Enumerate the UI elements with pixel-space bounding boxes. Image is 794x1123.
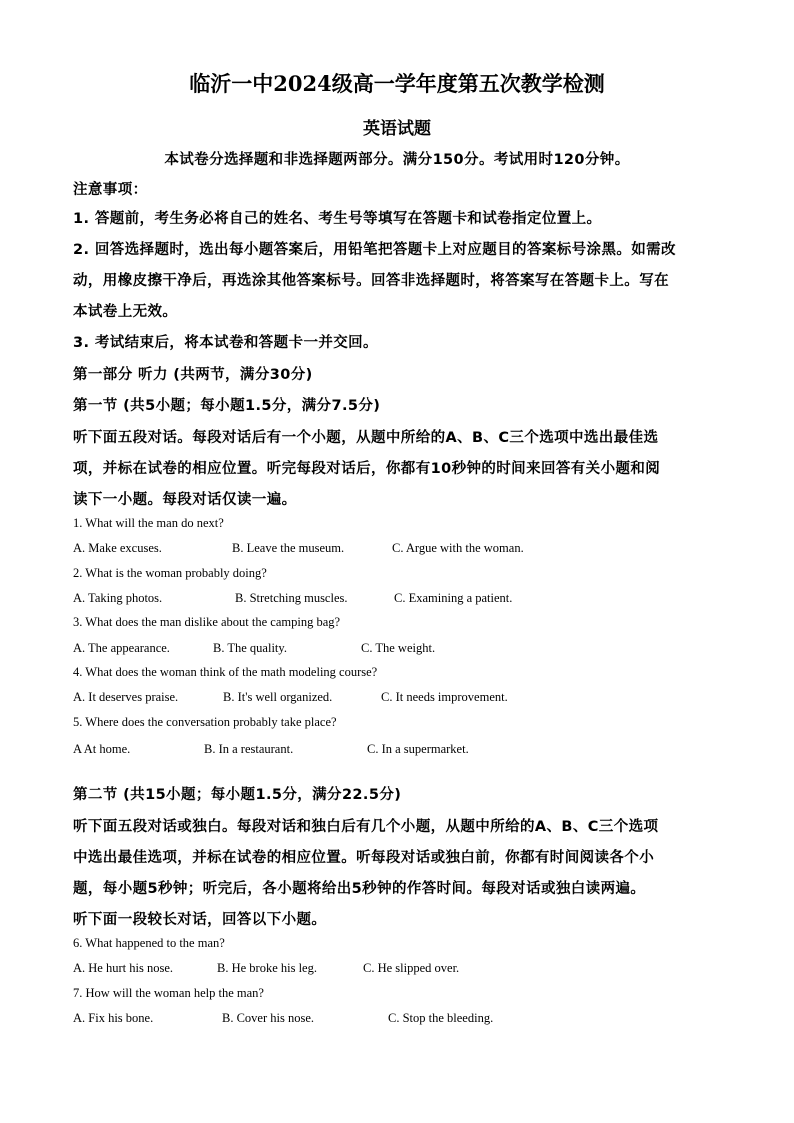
note-line: 本试卷上无效。	[73, 304, 178, 320]
option-c: C. In a supermarket.	[367, 742, 469, 756]
option-b: B. He broke his leg.	[217, 961, 317, 975]
note-line: 2. 回答选择题时，选出每小题答案后，用铅笔把答题卡上对应题目的答案标号涂黑。如需改	[73, 242, 676, 258]
notes-heading: 注意事项：	[73, 182, 148, 198]
section2-instruction: 听下面五段对话或独白。每段对话和独白后有几个小题，从题中所给的A、B、C三个选项	[73, 819, 659, 835]
option-c: C. Examining a patient.	[394, 591, 513, 605]
option-c: C. It needs improvement.	[381, 690, 508, 704]
section1-instruction: 听下面五段对话。每段对话后有一个小题，从题中所给的A、B、C三个选项中选出最佳选	[73, 430, 659, 446]
note-line: 动，用橡皮擦干净后，再选涂其他答案标号。回答非选择题时，将答案写在答题卡上。写在	[73, 273, 669, 289]
subject-title: 英语试题	[363, 119, 431, 139]
section1-heading: 第一节 (共5小题；每小题1.5分，满分7.5分)	[73, 398, 381, 414]
section2-heading: 第二节 (共15小题；每小题1.5分，满分22.5分)	[73, 787, 402, 803]
option-b: B. It's well organized.	[223, 690, 333, 704]
note-line: 3. 考试结束后，将本试卷和答题卡一并交回。	[73, 335, 378, 351]
option-b: B. The quality.	[213, 641, 287, 655]
section1-instruction: 项，并标在试卷的相应位置。听完每段对话后，你都有10秒钟的时间来回答有关小题和阅	[73, 461, 661, 477]
option-b: B. Stretching muscles.	[235, 591, 348, 605]
question-text: 4. What does the woman think of the math modeling course?	[73, 665, 378, 679]
option-c: C. He slipped over.	[363, 961, 460, 975]
question-text: 6. What happened to the man?	[73, 936, 225, 950]
question-text: 5. Where does the conversation probably take place?	[73, 715, 337, 729]
section2-instruction: 听下面一段较长对话，回答以下小题。	[73, 912, 327, 928]
question-text: 1. What will the man do next?	[73, 516, 224, 530]
option-c: C. Argue with the woman.	[392, 541, 524, 555]
option-b: B. Leave the museum.	[232, 541, 345, 555]
part1-heading: 第一部分 听力 (共两节，满分30分)	[73, 367, 313, 383]
option-a: A. Taking photos.	[73, 591, 163, 605]
exam-intro: 本试卷分选择题和非选择题两部分。满分150分。考试用时120分钟。	[164, 152, 630, 168]
question-text: 7. How will the woman help the man?	[73, 986, 264, 1000]
section1-instruction: 读下一小题。每段对话仅读一遍。	[73, 492, 297, 508]
option-b: B. Cover his nose.	[222, 1011, 315, 1025]
option-b: B. In a restaurant.	[204, 742, 294, 756]
question-text: 3. What does the man dislike about the camping bag?	[73, 615, 341, 629]
option-a: A. Make excuses.	[73, 541, 162, 555]
option-c: C. Stop the bleeding.	[388, 1011, 494, 1025]
option-a: A. The appearance.	[73, 641, 170, 655]
option-a: A. He hurt his nose.	[73, 961, 173, 975]
question-text: 2. What is the woman probably doing?	[73, 566, 267, 580]
option-a: A At home.	[73, 742, 131, 756]
section2-instruction: 题，每小题5秒钟；听完后，各小题将给出5秒钟的作答时间。每段对话或独白读两遍。	[73, 881, 646, 897]
option-a: A. Fix his bone.	[73, 1011, 154, 1025]
option-a: A. It deserves praise.	[73, 690, 179, 704]
note-line: 1. 答题前，考生务必将自己的姓名、考生号等填写在答题卡和试卷指定位置上。	[73, 211, 602, 227]
option-c: C. The weight.	[361, 641, 436, 655]
exam-title: 临沂一中2024级高一学年度第五次教学检测	[189, 71, 605, 96]
section2-instruction: 中选出最佳选项，并标在试卷的相应位置。听每段对话或独白前，你都有时间阅读各个小	[73, 850, 655, 866]
